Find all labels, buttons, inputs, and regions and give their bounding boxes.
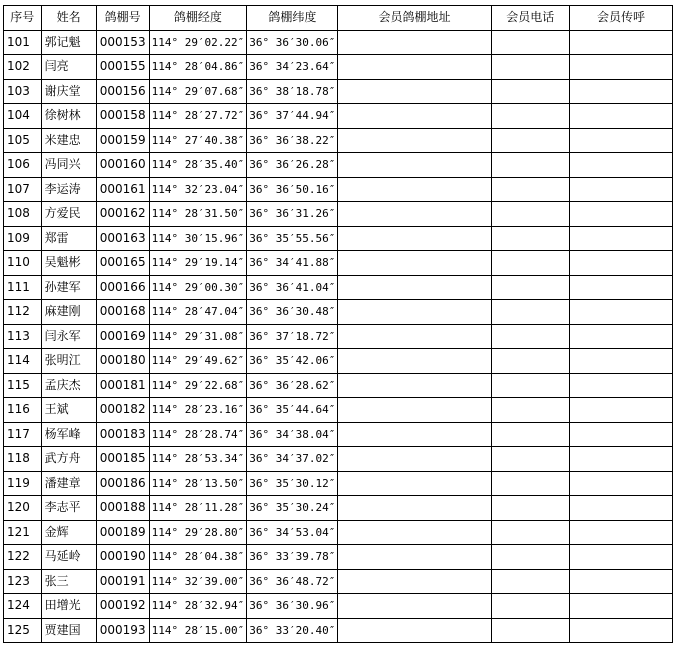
latitude-cell: 36° 35′42.06″: [247, 349, 338, 374]
name-cell: 武方舟: [41, 447, 96, 472]
name-cell: 杨军峰: [41, 422, 96, 447]
table-row: [4, 300, 673, 325]
seq-cell: 115: [4, 373, 42, 398]
pager-cell: [570, 324, 673, 349]
latitude-cell: 36° 36′48.72″: [247, 569, 338, 594]
address-cell: [338, 177, 491, 202]
seq-cell: 105: [4, 128, 42, 153]
latitude-cell: 36° 37′44.94″: [247, 104, 338, 129]
seq-cell: 124: [4, 594, 42, 619]
table-row: [4, 55, 673, 80]
name-cell: 冯同兴: [41, 153, 96, 178]
seq-cell: 101: [4, 30, 42, 55]
phone-cell: [491, 251, 569, 276]
seq-cell: 104: [4, 104, 42, 129]
phone-cell: [491, 300, 569, 325]
phone-cell: [491, 226, 569, 251]
seq-cell: 110: [4, 251, 42, 276]
longitude-cell: 114° 28′53.34″: [149, 447, 247, 472]
address-cell: [338, 349, 491, 374]
latitude-cell: 36° 35′30.12″: [247, 471, 338, 496]
table-row: [4, 226, 673, 251]
address-cell: [338, 520, 491, 545]
seq-cell: 123: [4, 569, 42, 594]
name-cell: 潘建章: [41, 471, 96, 496]
phone-cell: [491, 104, 569, 129]
pager-cell: [570, 422, 673, 447]
name-cell: 郭记魁: [41, 30, 96, 55]
latitude-cell: 36° 33′39.78″: [247, 545, 338, 570]
phone-cell: [491, 30, 569, 55]
phone-cell: [491, 324, 569, 349]
loft-id-cell: 000180: [96, 349, 149, 374]
pager-cell: [570, 251, 673, 276]
phone-cell: [491, 128, 569, 153]
pager-cell: [570, 496, 673, 521]
latitude-cell: 36° 34′37.02″: [247, 447, 338, 472]
longitude-cell: 114° 28′47.04″: [149, 300, 247, 325]
phone-cell: [491, 594, 569, 619]
phone-cell: [491, 202, 569, 227]
member-loft-table: [3, 5, 673, 643]
longitude-cell: 114° 28′04.86″: [149, 55, 247, 80]
seq-cell: 112: [4, 300, 42, 325]
address-cell: [338, 324, 491, 349]
name-cell: 徐树林: [41, 104, 96, 129]
table-row: [4, 545, 673, 570]
header-address: 会员鸽棚地址: [338, 6, 491, 31]
pager-cell: [570, 398, 673, 423]
pager-cell: [570, 447, 673, 472]
address-cell: [338, 226, 491, 251]
pager-cell: [570, 55, 673, 80]
table-row: [4, 594, 673, 619]
longitude-cell: 114° 32′39.00″: [149, 569, 247, 594]
loft-id-cell: 000153: [96, 30, 149, 55]
name-cell: 王斌: [41, 398, 96, 423]
address-cell: [338, 275, 491, 300]
pager-cell: [570, 128, 673, 153]
phone-cell: [491, 373, 569, 398]
longitude-cell: 114° 29′22.68″: [149, 373, 247, 398]
seq-cell: 102: [4, 55, 42, 80]
latitude-cell: 36° 34′53.04″: [247, 520, 338, 545]
seq-cell: 116: [4, 398, 42, 423]
loft-id-cell: 000192: [96, 594, 149, 619]
name-cell: 李志平: [41, 496, 96, 521]
loft-id-cell: 000162: [96, 202, 149, 227]
latitude-cell: 36° 35′30.24″: [247, 496, 338, 521]
phone-cell: [491, 569, 569, 594]
loft-id-cell: 000161: [96, 177, 149, 202]
seq-cell: 125: [4, 618, 42, 643]
latitude-cell: 36° 38′18.78″: [247, 79, 338, 104]
latitude-cell: 36° 37′18.72″: [247, 324, 338, 349]
loft-id-cell: 000166: [96, 275, 149, 300]
pager-cell: [570, 569, 673, 594]
pager-cell: [570, 275, 673, 300]
loft-id-cell: 000182: [96, 398, 149, 423]
seq-cell: 120: [4, 496, 42, 521]
loft-id-cell: 000185: [96, 447, 149, 472]
name-cell: 孙建军: [41, 275, 96, 300]
name-cell: 方爱民: [41, 202, 96, 227]
latitude-cell: 36° 34′41.88″: [247, 251, 338, 276]
seq-cell: 117: [4, 422, 42, 447]
name-cell: 马延岭: [41, 545, 96, 570]
phone-cell: [491, 275, 569, 300]
pager-cell: [570, 79, 673, 104]
table-row: [4, 349, 673, 374]
name-cell: 谢庆堂: [41, 79, 96, 104]
pager-cell: [570, 177, 673, 202]
loft-id-cell: 000189: [96, 520, 149, 545]
seq-cell: 113: [4, 324, 42, 349]
latitude-cell: 36° 36′38.22″: [247, 128, 338, 153]
pager-cell: [570, 104, 673, 129]
address-cell: [338, 79, 491, 104]
phone-cell: [491, 398, 569, 423]
pager-cell: [570, 618, 673, 643]
loft-id-cell: 000168: [96, 300, 149, 325]
address-cell: [338, 447, 491, 472]
name-cell: 张明江: [41, 349, 96, 374]
loft-id-cell: 000188: [96, 496, 149, 521]
table-row: [4, 398, 673, 423]
pager-cell: [570, 545, 673, 570]
address-cell: [338, 202, 491, 227]
address-cell: [338, 398, 491, 423]
name-cell: 张三: [41, 569, 96, 594]
address-cell: [338, 251, 491, 276]
latitude-cell: 36° 36′26.28″: [247, 153, 338, 178]
latitude-cell: 36° 35′55.56″: [247, 226, 338, 251]
pager-cell: [570, 520, 673, 545]
longitude-cell: 114° 30′15.96″: [149, 226, 247, 251]
latitude-cell: 36° 34′38.04″: [247, 422, 338, 447]
loft-id-cell: 000169: [96, 324, 149, 349]
longitude-cell: 114° 28′11.28″: [149, 496, 247, 521]
address-cell: [338, 30, 491, 55]
header-latitude: 鸽棚纬度: [247, 6, 338, 31]
address-cell: [338, 422, 491, 447]
latitude-cell: 36° 35′44.64″: [247, 398, 338, 423]
loft-id-cell: 000190: [96, 545, 149, 570]
longitude-cell: 114° 29′28.80″: [149, 520, 247, 545]
table-row: [4, 275, 673, 300]
table-body: [4, 30, 673, 643]
phone-cell: [491, 618, 569, 643]
seq-cell: 106: [4, 153, 42, 178]
pager-cell: [570, 153, 673, 178]
phone-cell: [491, 471, 569, 496]
longitude-cell: 114° 29′19.14″: [149, 251, 247, 276]
phone-cell: [491, 55, 569, 80]
loft-id-cell: 000193: [96, 618, 149, 643]
name-cell: 田增光: [41, 594, 96, 619]
header-seq: 序号: [4, 6, 42, 31]
longitude-cell: 114° 28′32.94″: [149, 594, 247, 619]
name-cell: 麻建刚: [41, 300, 96, 325]
name-cell: 贾建国: [41, 618, 96, 643]
table-row: [4, 324, 673, 349]
address-cell: [338, 153, 491, 178]
phone-cell: [491, 79, 569, 104]
loft-id-cell: 000158: [96, 104, 149, 129]
latitude-cell: 36° 36′50.16″: [247, 177, 338, 202]
phone-cell: [491, 496, 569, 521]
loft-id-cell: 000191: [96, 569, 149, 594]
longitude-cell: 114° 28′15.00″: [149, 618, 247, 643]
longitude-cell: 114° 28′35.40″: [149, 153, 247, 178]
phone-cell: [491, 545, 569, 570]
table-row: [4, 153, 673, 178]
table-row: [4, 30, 673, 55]
latitude-cell: 36° 36′41.04″: [247, 275, 338, 300]
table-row: [4, 471, 673, 496]
longitude-cell: 114° 28′13.50″: [149, 471, 247, 496]
longitude-cell: 114° 28′23.16″: [149, 398, 247, 423]
pager-cell: [570, 349, 673, 374]
name-cell: 孟庆杰: [41, 373, 96, 398]
latitude-cell: 36° 36′28.62″: [247, 373, 338, 398]
address-cell: [338, 471, 491, 496]
table-row: [4, 104, 673, 129]
loft-id-cell: 000159: [96, 128, 149, 153]
pager-cell: [570, 594, 673, 619]
table-row: [4, 496, 673, 521]
seq-cell: 111: [4, 275, 42, 300]
loft-id-cell: 000186: [96, 471, 149, 496]
name-cell: 吴魁彬: [41, 251, 96, 276]
header-row: [4, 6, 673, 31]
loft-id-cell: 000183: [96, 422, 149, 447]
address-cell: [338, 618, 491, 643]
table-row: [4, 128, 673, 153]
seq-cell: 103: [4, 79, 42, 104]
phone-cell: [491, 520, 569, 545]
longitude-cell: 114° 29′02.22″: [149, 30, 247, 55]
pager-cell: [570, 300, 673, 325]
latitude-cell: 36° 36′30.06″: [247, 30, 338, 55]
pager-cell: [570, 226, 673, 251]
longitude-cell: 114° 27′40.38″: [149, 128, 247, 153]
address-cell: [338, 594, 491, 619]
address-cell: [338, 55, 491, 80]
loft-id-cell: 000181: [96, 373, 149, 398]
longitude-cell: 114° 29′31.08″: [149, 324, 247, 349]
latitude-cell: 36° 34′23.64″: [247, 55, 338, 80]
address-cell: [338, 104, 491, 129]
loft-id-cell: 000165: [96, 251, 149, 276]
pager-cell: [570, 373, 673, 398]
address-cell: [338, 300, 491, 325]
header-name: 姓名: [41, 6, 96, 31]
address-cell: [338, 569, 491, 594]
table-row: [4, 520, 673, 545]
pager-cell: [570, 202, 673, 227]
loft-id-cell: 000163: [96, 226, 149, 251]
longitude-cell: 114° 29′49.62″: [149, 349, 247, 374]
address-cell: [338, 545, 491, 570]
phone-cell: [491, 153, 569, 178]
seq-cell: 119: [4, 471, 42, 496]
seq-cell: 108: [4, 202, 42, 227]
longitude-cell: 114° 28′04.38″: [149, 545, 247, 570]
longitude-cell: 114° 28′28.74″: [149, 422, 247, 447]
address-cell: [338, 128, 491, 153]
seq-cell: 122: [4, 545, 42, 570]
seq-cell: 107: [4, 177, 42, 202]
table-row: [4, 177, 673, 202]
longitude-cell: 114° 29′07.68″: [149, 79, 247, 104]
longitude-cell: 114° 32′23.04″: [149, 177, 247, 202]
latitude-cell: 36° 36′31.26″: [247, 202, 338, 227]
table-row: [4, 251, 673, 276]
address-cell: [338, 496, 491, 521]
name-cell: 闫亮: [41, 55, 96, 80]
longitude-cell: 114° 29′00.30″: [149, 275, 247, 300]
seq-cell: 118: [4, 447, 42, 472]
phone-cell: [491, 177, 569, 202]
table-row: [4, 569, 673, 594]
name-cell: 李运涛: [41, 177, 96, 202]
address-cell: [338, 373, 491, 398]
seq-cell: 114: [4, 349, 42, 374]
longitude-cell: 114° 28′31.50″: [149, 202, 247, 227]
phone-cell: [491, 349, 569, 374]
loft-id-cell: 000156: [96, 79, 149, 104]
latitude-cell: 36° 36′30.96″: [247, 594, 338, 619]
seq-cell: 109: [4, 226, 42, 251]
table-row: [4, 618, 673, 643]
latitude-cell: 36° 36′30.48″: [247, 300, 338, 325]
header-pager: 会员传呼: [570, 6, 673, 31]
header-longitude: 鸽棚经度: [149, 6, 247, 31]
name-cell: 金辉: [41, 520, 96, 545]
header-phone: 会员电话: [491, 6, 569, 31]
table-row: [4, 373, 673, 398]
table-row: [4, 422, 673, 447]
table-row: [4, 447, 673, 472]
name-cell: 闫永军: [41, 324, 96, 349]
pager-cell: [570, 471, 673, 496]
seq-cell: 121: [4, 520, 42, 545]
name-cell: 郑雷: [41, 226, 96, 251]
table-row: [4, 202, 673, 227]
header-loft-id: 鸽棚号: [96, 6, 149, 31]
loft-id-cell: 000155: [96, 55, 149, 80]
name-cell: 米建忠: [41, 128, 96, 153]
longitude-cell: 114° 28′27.72″: [149, 104, 247, 129]
phone-cell: [491, 422, 569, 447]
pager-cell: [570, 30, 673, 55]
table-row: [4, 79, 673, 104]
phone-cell: [491, 447, 569, 472]
loft-id-cell: 000160: [96, 153, 149, 178]
latitude-cell: 36° 33′20.40″: [247, 618, 338, 643]
